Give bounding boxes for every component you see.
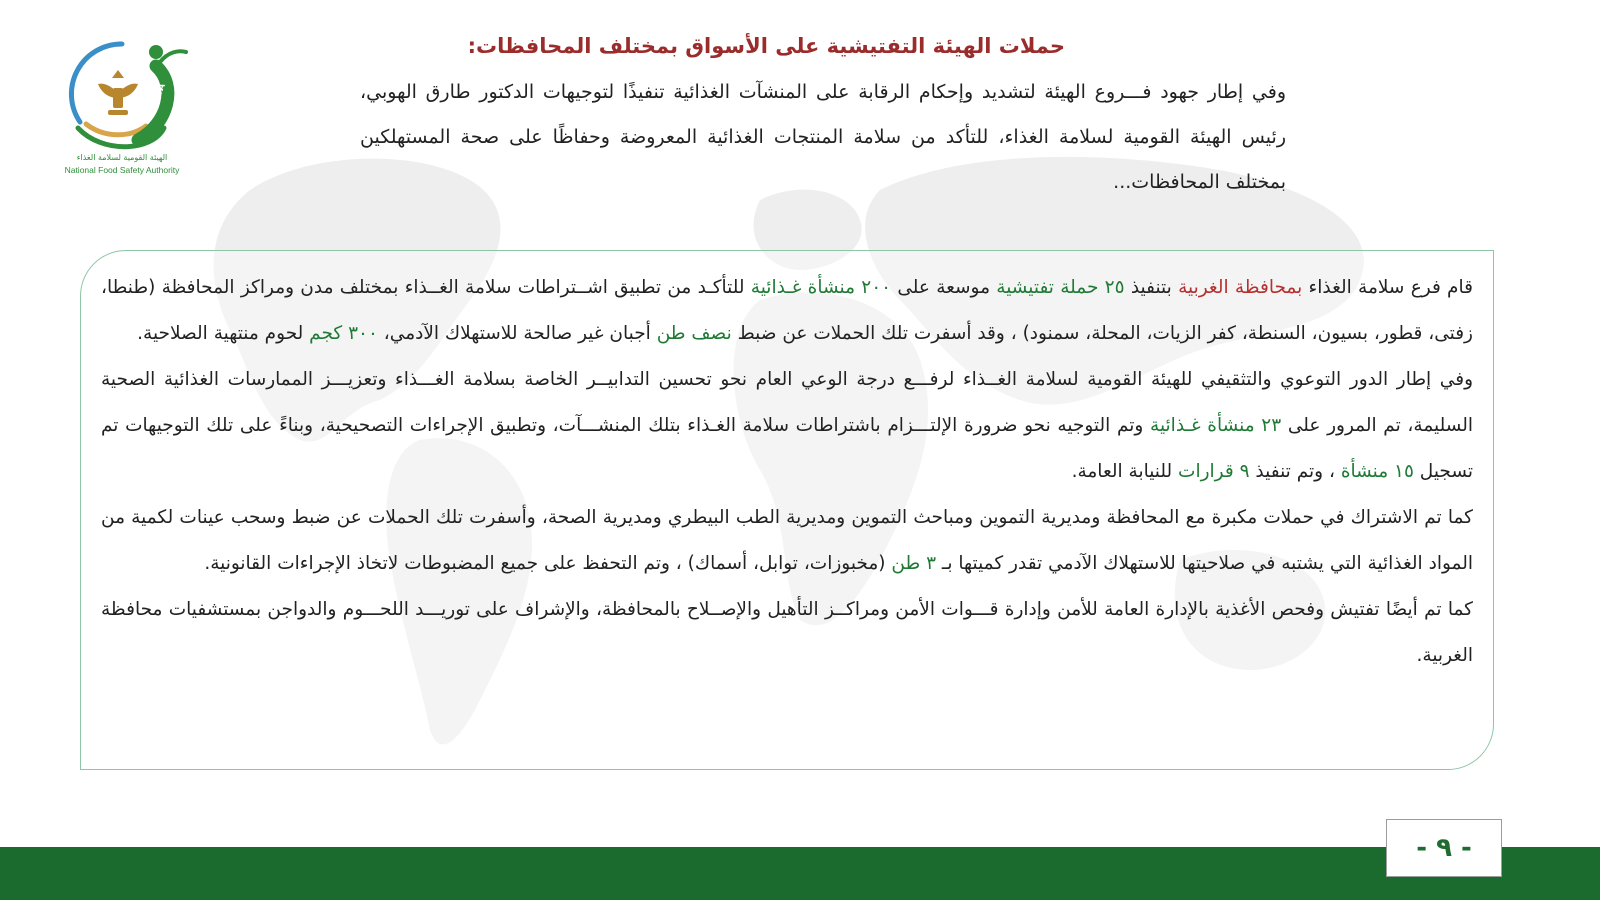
paragraph-awareness-role [101,357,1473,495]
intro-paragraph: وفي إطار جهود فـــروع الهيئة لتشديد وإحكام الرقابة على المنشآت الغذائية تنفيذًا لتوجيهات الدكتور طارق الهوبي، رئيس الهيئة القومية لسلامة الغذاء، للتأكد من سلامة المنتجات الغذائية المعروضة وحفاظًا على صحة المستهلكين بمختلف المحافظات... [360,81,1286,193]
content-panel [80,250,1494,770]
paragraph-security-inspection: كما تم أيضًا تفتيش وفحص الأغذية بالإدارة العامة للأمن وإدارة قـــوات الأمن ومراكــز التأهيل والإصــلاح بالمحافظة، والإشراف على توريـــد اللحـــوم والدواجن بمستشفيات محافظة الغربية. [101,599,1473,666]
highlight-samples-quantity: ٣ طن [891,553,937,574]
text-run: ، وتم تنفيذ [1249,461,1341,482]
text-run: لحوم منتهية الصلاحية. [137,323,310,344]
text-run: للنيابة العامة. [1071,461,1179,482]
text-run: موسعة على [891,277,997,298]
text-run: وفي إطار الدور التوعوي والتثقيفي للهيئة القومية لسلامة الغــذاء لرفـــع درجة الوعي العام نحو تحسين التدابيــر الخاصة بسلامة الغـــذاء وتعزيـــز الممارسات الغذائية الصحية السليمة، تم المرور على [101,369,1474,436]
logo-arabic-name: الهيئة القومية لسلامة الغذاء [76,153,168,162]
text-run: أجبان غير صالحة للاستهلاك الآدمي، [377,323,657,344]
highlight-meat-quantity: ٣٠٠ كجم [309,323,378,344]
page-number: - ٩ - [1386,819,1502,877]
highlight-decisions: ٩ قرارات [1178,461,1250,482]
nfsa-eagle-emblem-icon [52,32,192,152]
text-run: كما تم الاشتراك في حملات مكبرة مع المحافظة ومديرية التموين ومباحث التموين ومديرية الطب البيطري ومديرية الصحة، وأسفرت تلك الحملات عن ضبط وسحب عينات لكمية من المواد الغذائية التي يشتبه في صلاحيتها للاستهلاك الآدمي تقدر كميتها بـ [101,507,1473,574]
nfsa-logo [52,32,192,182]
page-title: حملات الهيئة التفتيشية على الأسواق بمختلف المحافظات: [467,34,1065,58]
highlight-visited-facilities: ٢٣ منشأة غـذائية [1150,415,1282,436]
logo-english-name: National Food Safety Authority [64,165,180,175]
highlight-facility-count: ٢٠٠ منشأة غـذائية [750,277,892,298]
highlight-registered-facilities: ١٥ منشأة [1340,461,1414,482]
highlight-governorate: بمحافظة الغربية [1178,277,1303,298]
text-run: وتم التوجيه نحو ضرورة الإلتـــزام باشتراطات سلامة الغـذاء بتلك المنشـــآت، وتطبيق الإجراءات التصحيحية، وبناءً على تلك التوجيهات تم تسجيل [101,415,1473,482]
paragraph-joint-campaigns [101,495,1473,587]
paragraph-gharbia-campaigns [101,265,1473,357]
text-run: قام فرع سلامة الغذاء [1302,277,1473,298]
highlight-campaign-count: ٢٥ حملة تفتيشية [996,277,1125,298]
highlight-cheese-quantity: نصف طن [656,323,732,344]
text-run: (مخبوزات، توابل، أسماك) ، وتم التحفظ على جميع المضبوطات لاتخاذ الإجراءات القانونية. [204,553,892,574]
footer-bar [0,847,1600,900]
page-header [360,30,1300,205]
text-run: للتأكـد من تطبيق اشــتراطات سلامة الغــذاء بمختلف مدن ومراكز المحافظة (طنطا، زفتى، قطور، بسيون، السنطة، كفر الزيات، المحلة، سمنود) ، وقد أسفرت تلك الحملات عن ضبط [101,277,1473,344]
logo-badge-text: NFSA [148,82,168,112]
text-run: بتنفيذ [1124,277,1179,298]
